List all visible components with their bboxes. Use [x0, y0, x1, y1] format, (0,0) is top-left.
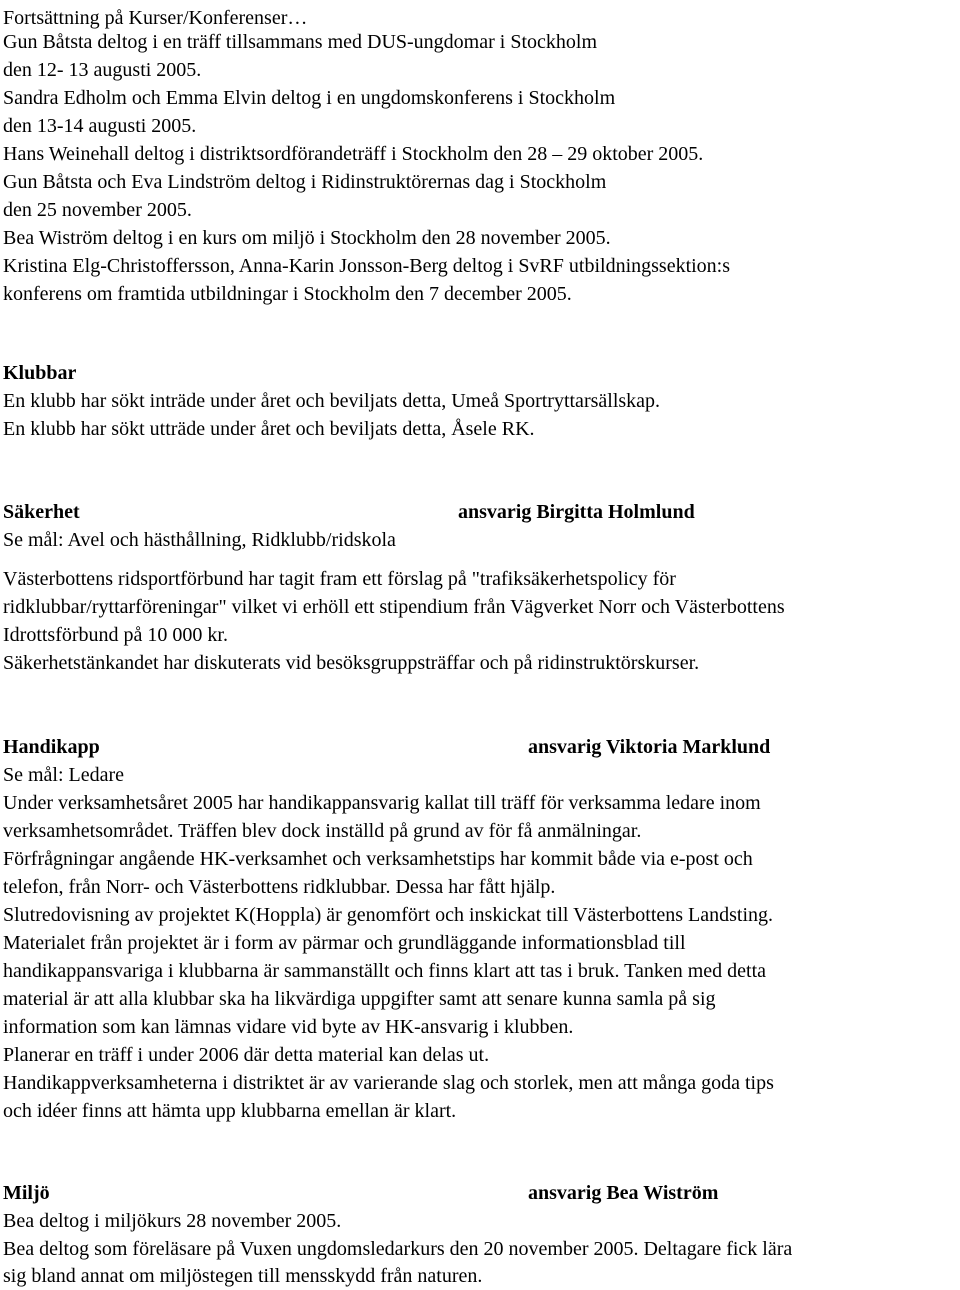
section-header-miljo	[3, 1179, 958, 1207]
text-line: Kristina Elg-Christoffersson, Anna-Karin Jonsson-Berg deltog i SvRF utbildningssektion:s	[3, 255, 731, 277]
text-line: Gun Båtsta deltog i en träff tillsammans med DUS-ungdomar i Stockholm	[3, 31, 597, 53]
section-title-sakerhet: Säkerhet	[3, 501, 80, 523]
text-line: En klubb har sökt inträde under året och beviljats detta, Umeå Sportryttarsällskap.	[3, 390, 661, 412]
text-line: den 12- 13 augusti 2005.	[3, 59, 202, 81]
section-responsible-handikapp: ansvarig Viktoria Marklund	[528, 736, 771, 758]
section-heading-kurser: Fortsättning på Kurser/Konferenser…	[3, 7, 308, 29]
section-goal-sakerhet: Se mål: Avel och hästhållning, Ridklubb/ridskola	[3, 529, 396, 551]
text-line: Planerar en träff i under 2006 där detta material kan delas ut.	[3, 1044, 490, 1066]
text-line: ridklubbar/ryttarföreningar" vilket vi erhöll ett stipendium från Vägverket Norr och Västerbottens	[3, 596, 785, 618]
section-responsible-miljo: ansvarig Bea Wiström	[528, 1182, 719, 1204]
section-title-miljo: Miljö	[3, 1182, 50, 1204]
text-line: Bea Wiström deltog i en kurs om miljö i Stockholm den 28 november 2005.	[3, 227, 611, 249]
text-line: Bea deltog i miljökurs 28 november 2005.	[3, 1210, 342, 1232]
text-line: Sandra Edholm och Emma Elvin deltog i en ungdomskonferens i Stockholm	[3, 87, 616, 109]
text-line: Förfrågningar angående HK-verksamhet och verksamhetstips har kommit både via e-post och	[3, 848, 753, 870]
text-line: Handikappverksamheterna i distriktet är av varierande slag och storlek, men att många goda tips	[3, 1072, 774, 1094]
text-line: Hans Weinehall deltog i distriktsordförandeträff i Stockholm den 28 – 29 oktober 2005.	[3, 143, 704, 165]
text-line: verksamhetsområdet. Träffen blev dock inställd på grund av för få anmälningar.	[3, 820, 642, 842]
text-line: den 25 november 2005.	[3, 199, 192, 221]
text-line: den 13-14 augusti 2005.	[3, 115, 197, 137]
text-line: telefon, från Norr- och Västerbottens ridklubbar. Dessa har fått hjälp.	[3, 876, 556, 898]
text-line: Gun Båtsta och Eva Lindström deltog i Ridinstruktörernas dag i Stockholm	[3, 171, 607, 193]
text-line: och idéer finns att hämta upp klubbarna emellan är klart.	[3, 1100, 457, 1122]
section-header-sakerhet	[3, 498, 958, 526]
text-line: Slutredovisning av projektet K(Hoppla) är genomfört och inskickat till Västerbottens Landsting.	[3, 904, 774, 926]
text-line: information som kan lämnas vidare vid byte av HK-ansvarig i klubben.	[3, 1016, 574, 1038]
text-line: Bea deltog som föreläsare på Vuxen ungdomsledarkurs den 20 november 2005. Deltagare fick lära	[3, 1238, 793, 1260]
text-line: handikappansvariga i klubbarna är sammanställt och finns klart att tas i bruk. Tanken med detta	[3, 960, 767, 982]
section-goal-handikapp: Se mål: Ledare	[3, 764, 125, 786]
text-line: Säkerhetstänkandet har diskuterats vid besöksgruppsträffar och på ridinstruktörskurser.	[3, 652, 700, 674]
section-responsible-sakerhet: ansvarig Birgitta Holmlund	[458, 501, 695, 523]
text-line: Västerbottens ridsportförbund har tagit fram ett förslag på "trafiksäkerhetspolicy för	[3, 568, 676, 590]
section-title-handikapp: Handikapp	[3, 736, 100, 758]
text-line: Idrottsförbund på 10 000 kr.	[3, 624, 228, 646]
text-line: En klubb har sökt utträde under året och beviljats detta, Åsele RK.	[3, 418, 535, 440]
text-line: sig bland annat om miljöstegen till mensskydd från naturen.	[3, 1265, 483, 1287]
section-header-handikapp	[3, 733, 958, 761]
text-line: Materialet från projektet är i form av pärmar och grundläggande informationsblad till	[3, 932, 686, 954]
section-title-klubbar: Klubbar	[3, 362, 77, 384]
text-line: Under verksamhetsåret 2005 har handikappansvarig kallat till träff för verksamma ledare inom	[3, 792, 761, 814]
text-line: material är att alla klubbar ska ha likvärdiga uppgifter samt att senare kunna samla på sig	[3, 988, 716, 1010]
text-line: konferens om framtida utbildningar i Stockholm den 7 december 2005.	[3, 283, 572, 305]
